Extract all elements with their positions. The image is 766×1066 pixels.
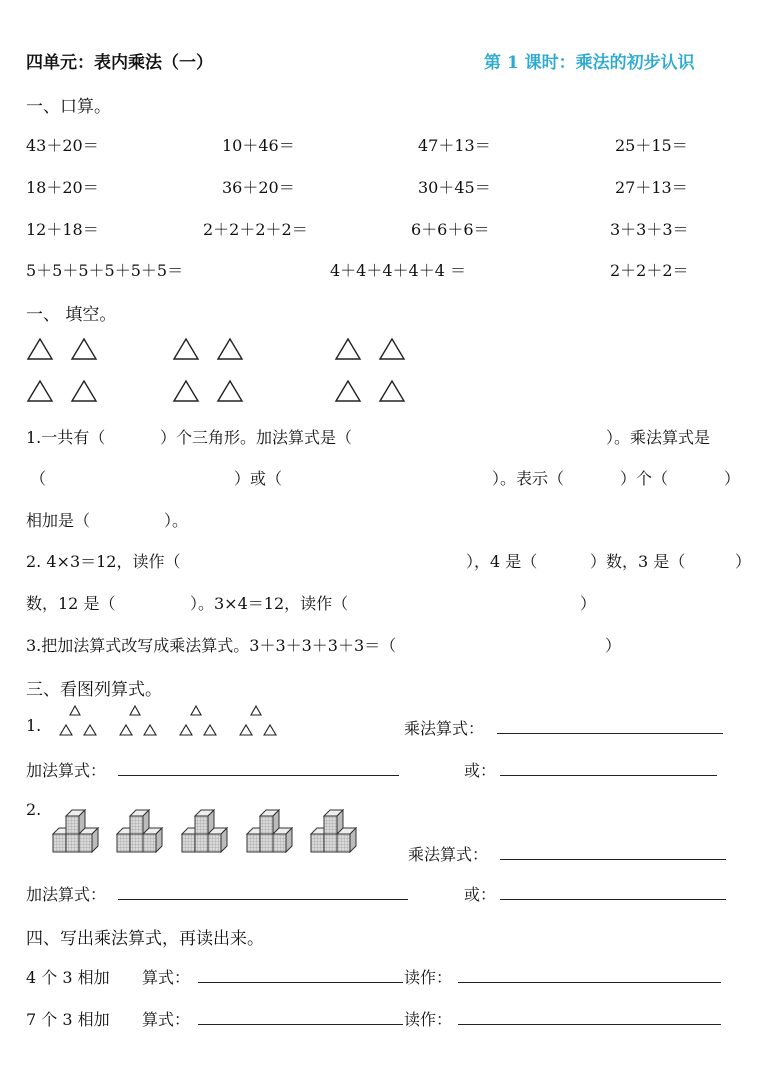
s4-row2-formula-line[interactable] — [198, 1024, 403, 1025]
calc-1-3: 47＋13＝ — [418, 136, 491, 155]
p1-or-label: 或： — [464, 761, 497, 780]
calc-3-2: 2＋2＋2＋2＝ — [203, 220, 308, 239]
calc-2-4: 27＋13＝ — [615, 178, 688, 197]
calc-1-2: 10＋46＝ — [222, 136, 295, 155]
s4-row2-prefix: 7 个 3 相加 — [26, 1010, 110, 1029]
picture2-number: 2. — [26, 800, 42, 819]
p2-or-label: 或： — [464, 885, 497, 904]
p2-add-answer-line[interactable] — [118, 899, 408, 900]
q2-text-a: 2. 4×3＝12，读作（ — [26, 552, 181, 571]
q2-text-d: ） — [735, 552, 752, 571]
q1-text-g: ）个（ — [620, 469, 669, 488]
section3-title: 三、看图列算式。 — [26, 680, 162, 700]
calc-2-3: 30＋45＝ — [418, 178, 491, 197]
q2-text-e: 数，12 是（ — [26, 594, 116, 613]
section1-title: 一、口算。 — [26, 97, 111, 117]
s4-row2-formula-label: 算式： — [142, 1010, 191, 1029]
calc-4-1: 5＋5＋5＋5＋5＋5＝ — [26, 261, 184, 280]
q2-text-f: ）。3×4＝12，读作（ — [190, 594, 349, 613]
s4-row2-read-line[interactable] — [458, 1024, 721, 1025]
q1-text-h: ） — [724, 469, 741, 488]
small-triangle-groups-icon — [58, 701, 288, 741]
p1-or-answer-line[interactable] — [500, 775, 717, 776]
p1-mult-answer-line[interactable] — [497, 733, 723, 734]
unit-title: 四单元：表内乘法（一） — [26, 53, 213, 73]
q2-text-b: ），4 是（ — [466, 552, 538, 571]
q1-text-i: 相加是（ — [26, 511, 91, 530]
p2-add-label: 加法算式： — [26, 885, 107, 904]
calc-3-3: 6＋6＋6＝ — [411, 220, 490, 239]
calc-1-4: 25＋15＝ — [615, 136, 688, 155]
calc-4-2: 4＋4＋4＋4＋4 ＝ — [330, 261, 466, 280]
p2-mult-answer-line[interactable] — [500, 859, 726, 860]
p2-or-answer-line[interactable] — [500, 899, 726, 900]
q1-text-d: （ — [30, 469, 47, 488]
lesson-title: 第 1 课时：乘法的初步认识 — [484, 53, 695, 73]
calc-2-2: 36＋20＝ — [222, 178, 295, 197]
triangle-group-icon — [26, 337, 416, 407]
calc-1-1: 43＋20＝ — [26, 136, 99, 155]
q1-text-f: ）。表示（ — [492, 469, 565, 488]
calc-3-4: 3＋3＋3＝ — [610, 220, 689, 239]
s4-row1-prefix: 4 个 3 相加 — [26, 968, 110, 987]
s4-row1-read-label: 读作： — [404, 968, 453, 987]
p1-add-label: 加法算式： — [26, 761, 107, 780]
q1-text-e: ）或（ — [234, 469, 283, 488]
q3-text-a: 3.把加法算式改写成乘法算式。3＋3＋3＋3＋3＝（ — [26, 636, 397, 655]
s4-row1-read-line[interactable] — [458, 982, 721, 983]
q1-text-a: 1.一共有（ — [26, 428, 106, 447]
q2-text-g: ） — [580, 594, 597, 613]
p1-mult-label: 乘法算式： — [404, 719, 485, 738]
q2-text-c: ）数，3 是（ — [590, 552, 686, 571]
calc-3-1: 12＋18＝ — [26, 220, 99, 239]
section2-title: 一、 填空。 — [26, 305, 117, 325]
s4-row1-formula-label: 算式： — [142, 968, 191, 987]
picture1-number: 1. — [26, 716, 42, 735]
q1-text-j: ）。 — [164, 511, 189, 530]
s4-row2-read-label: 读作： — [404, 1010, 453, 1029]
q1-text-b: ）个三角形。加法算式是（ — [160, 428, 353, 447]
cube-stacks-icon — [52, 806, 362, 856]
p1-add-answer-line[interactable] — [118, 775, 399, 776]
section4-title: 四、写出乘法算式，再读出来。 — [26, 929, 264, 949]
calc-2-1: 18＋20＝ — [26, 178, 99, 197]
p2-mult-label: 乘法算式： — [408, 845, 489, 864]
q1-text-c: ）。乘法算式是 — [606, 428, 711, 447]
s4-row1-formula-line[interactable] — [198, 982, 403, 983]
q3-text-b: ） — [605, 636, 622, 655]
calc-4-3: 2＋2＋2＝ — [610, 261, 689, 280]
